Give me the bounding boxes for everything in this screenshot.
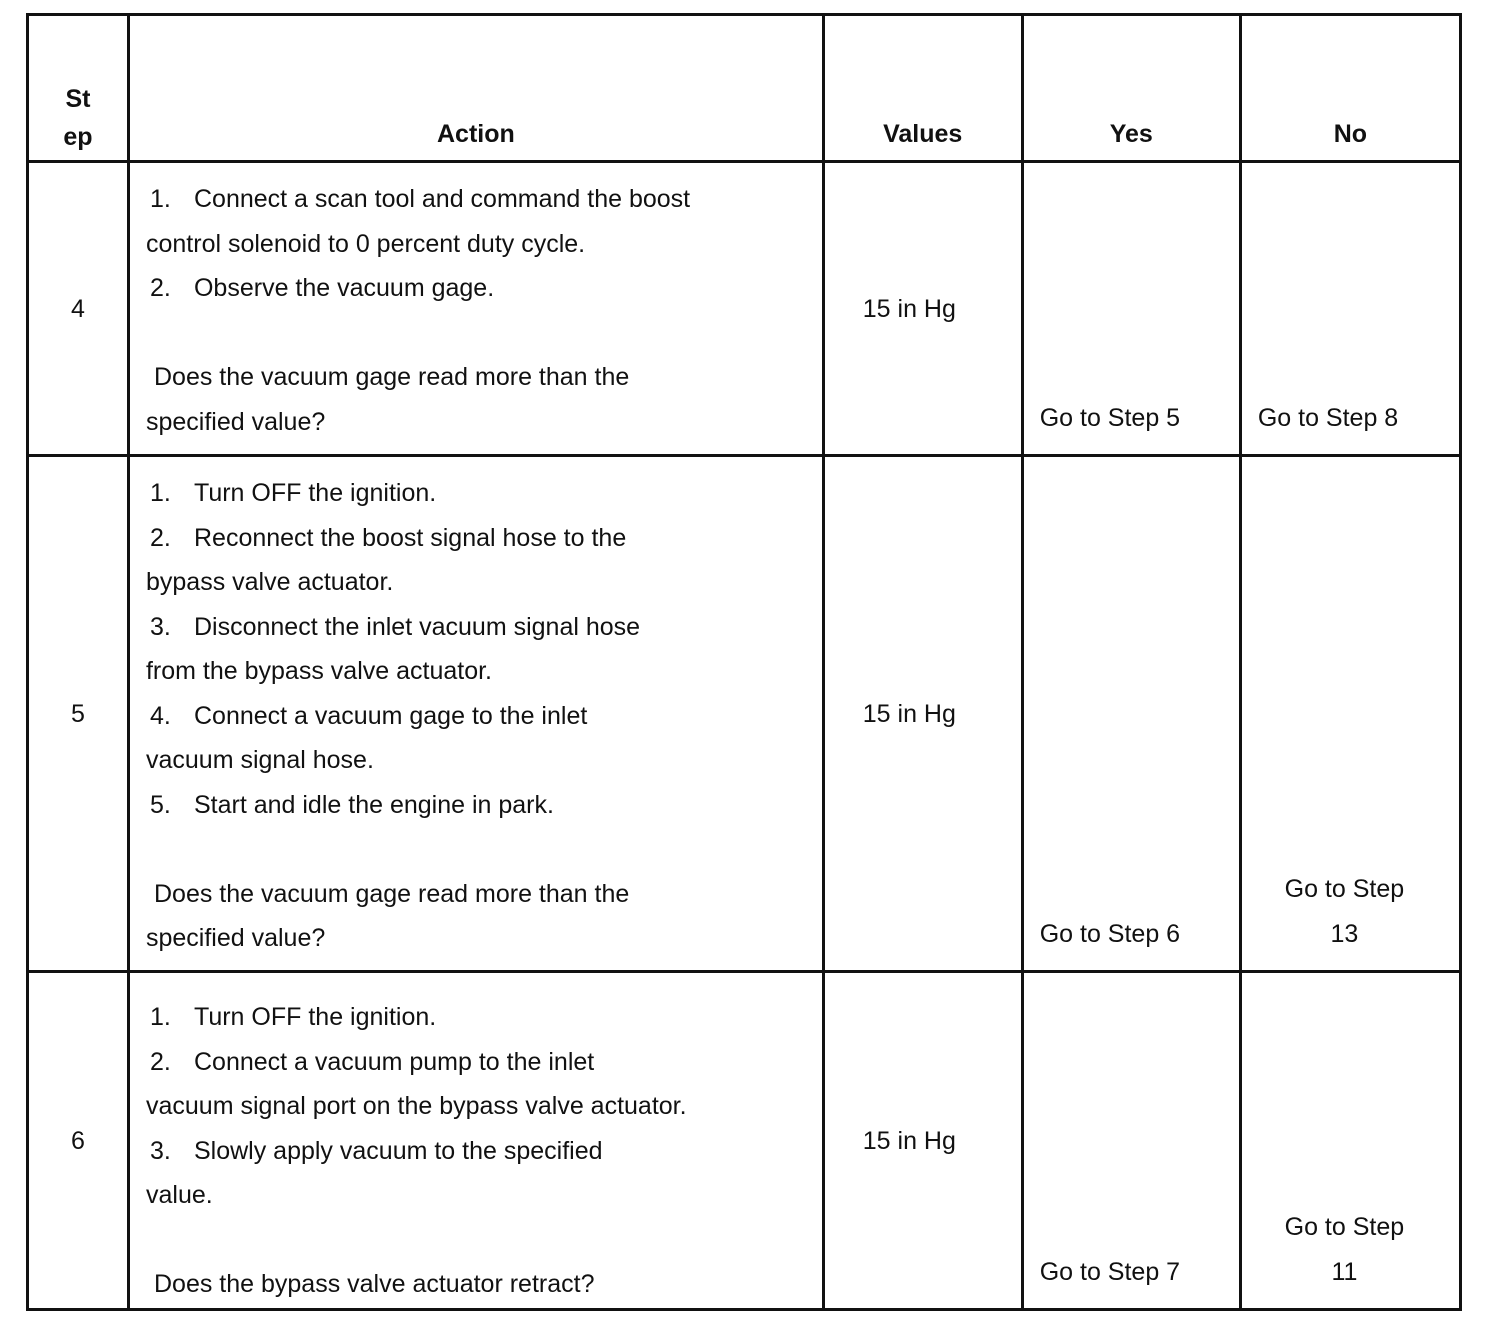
- action-item-continuation: from the bypass valve actuator.: [145, 657, 492, 685]
- step-number: 5: [71, 699, 85, 728]
- diagnostic-table: [26, 13, 1462, 1311]
- action-item-number: 4.: [149, 701, 171, 730]
- values-cell: [823, 162, 1022, 456]
- action-item-text: Connect a vacuum pump to the inlet: [193, 1047, 595, 1076]
- values-cell: [823, 456, 1022, 972]
- action-item: [146, 177, 822, 222]
- action-item-text: Connect a vacuum gage to the inlet: [193, 701, 588, 730]
- action-cell: [128, 972, 823, 1310]
- header-yes: Yes: [1022, 15, 1240, 162]
- action-item: [146, 605, 822, 650]
- no-text-line2: 13: [1330, 919, 1359, 948]
- question-text: Does the bypass valve actuator retract?: [153, 1270, 595, 1298]
- action-item: [146, 783, 822, 828]
- value-text: 15 in Hg: [862, 1126, 956, 1155]
- no-text-line1: Go to Step: [1284, 875, 1405, 903]
- no-cell: [1240, 456, 1460, 972]
- table-row: [28, 456, 1461, 972]
- action-item-number: 2.: [149, 1047, 171, 1076]
- no-cell: [1240, 972, 1460, 1310]
- header-no: No: [1240, 15, 1460, 162]
- action-item: [146, 266, 822, 311]
- action-item-continuation: vacuum signal hose.: [145, 746, 374, 774]
- action-item-number: 5.: [149, 790, 171, 819]
- step-number: 6: [71, 1126, 85, 1155]
- action-item-continuation: bypass valve actuator.: [145, 568, 394, 596]
- action-item-number: 2.: [149, 274, 171, 302]
- action-item-continuation: control solenoid to 0 percent duty cycle.: [145, 229, 586, 258]
- no-text: [1242, 1205, 1447, 1294]
- action-item-text: Start and idle the engine in park.: [193, 790, 554, 819]
- action-item-text: Connect a scan tool and command the boost: [193, 185, 691, 213]
- header-step-line1: St: [65, 85, 91, 113]
- question-text: Does the vacuum gage read more than the: [153, 879, 630, 908]
- step-cell: [28, 162, 129, 456]
- yes-text: Go to Step 7: [1039, 1257, 1181, 1286]
- action-item: [146, 694, 822, 739]
- action-item: [146, 471, 822, 516]
- action-item-text: Turn OFF the ignition.: [193, 1003, 437, 1031]
- yes-cell: [1022, 972, 1240, 1310]
- step-cell: [28, 972, 129, 1310]
- question-continuation: specified value?: [145, 924, 326, 952]
- action-item-number: 3.: [149, 612, 171, 641]
- action-item-number: 1.: [149, 479, 171, 507]
- action-cell: [128, 162, 823, 456]
- header-step-line2: ep: [63, 123, 93, 151]
- step-number: 4: [71, 294, 85, 323]
- action-item-number: 2.: [149, 523, 171, 552]
- action-item: [146, 995, 822, 1040]
- header-row: [28, 15, 1461, 162]
- no-text-line2: 11: [1331, 1257, 1358, 1286]
- yes-text: Go to Step 6: [1039, 919, 1181, 948]
- action-item: [146, 1129, 822, 1174]
- yes-cell: [1022, 456, 1240, 972]
- action-item-number: 3.: [149, 1136, 171, 1165]
- question-continuation: specified value?: [145, 407, 326, 436]
- action-cell: [128, 456, 823, 972]
- table-row: [28, 972, 1461, 1310]
- yes-cell: [1022, 162, 1240, 456]
- no-text: Go to Step 8: [1257, 403, 1399, 432]
- action-item: [146, 1040, 822, 1085]
- action-item-number: 1.: [149, 1003, 171, 1031]
- yes-text: Go to Step 5: [1039, 403, 1181, 432]
- no-cell: [1240, 162, 1460, 456]
- action-item-text: Observe the vacuum gage.: [193, 274, 495, 302]
- value-text: 15 in Hg: [862, 294, 956, 323]
- action-item: [146, 516, 822, 561]
- action-item-text: Slowly apply vacuum to the specified: [193, 1136, 603, 1165]
- action-item-number: 1.: [149, 185, 171, 213]
- action-item-continuation: value.: [145, 1181, 213, 1209]
- header-action: Action: [128, 15, 823, 162]
- table-row: [28, 162, 1461, 456]
- action-item-text: Turn OFF the ignition.: [193, 479, 437, 507]
- no-text: [1242, 867, 1447, 956]
- header-values: Values: [823, 15, 1022, 162]
- question-text: Does the vacuum gage read more than the: [153, 363, 630, 391]
- header-step: [28, 15, 129, 162]
- action-item-text: Reconnect the boost signal hose to the: [193, 523, 627, 552]
- value-text: 15 in Hg: [862, 699, 956, 728]
- action-item-text: Disconnect the inlet vacuum signal hose: [193, 612, 641, 641]
- no-text-line1: Go to Step: [1284, 1213, 1405, 1241]
- action-item-continuation: vacuum signal port on the bypass valve actuator.: [145, 1092, 687, 1120]
- values-cell: [823, 972, 1022, 1310]
- step-cell: [28, 456, 129, 972]
